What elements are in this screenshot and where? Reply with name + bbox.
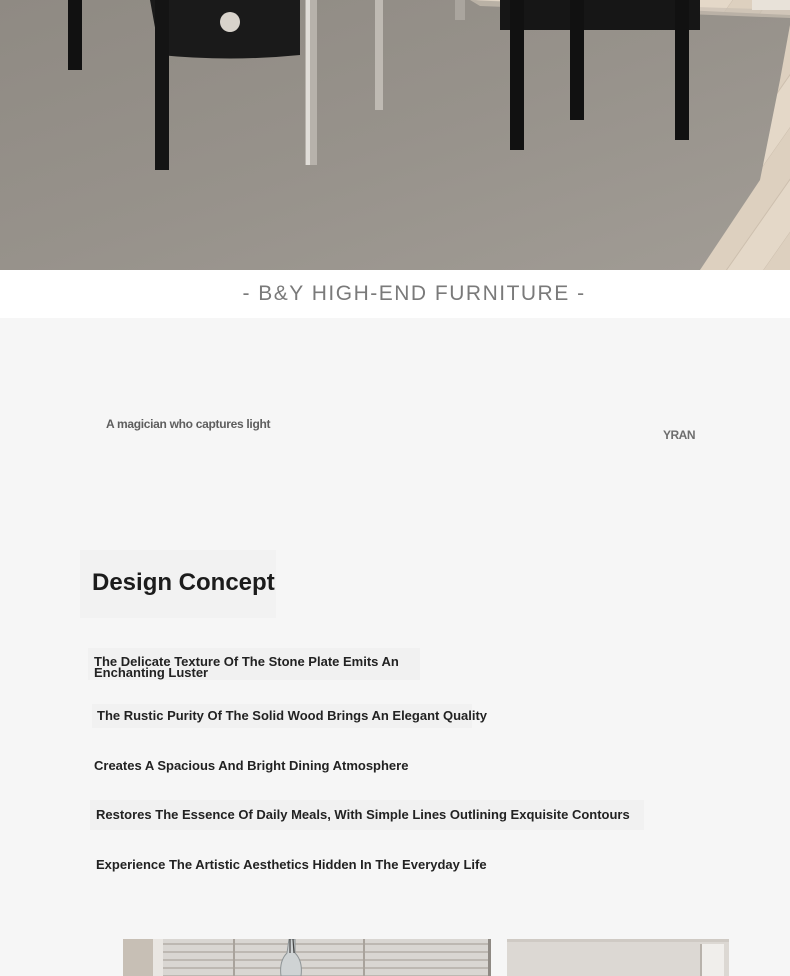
concept-line-2: The Rustic Purity Of The Solid Wood Brings An Elegant Quality	[97, 708, 488, 723]
brand-tagline: A magician who captures light	[106, 417, 271, 431]
concept-line-5: Experience The Artistic Aesthetics Hidden In The Everyday Life	[96, 857, 487, 872]
hero-photo	[0, 0, 790, 270]
concept-heading: Design Concept	[92, 569, 275, 596]
concept-line-4: Restores The Essence Of Daily Meals, With Simple Lines Outlining Exquisite Contours	[96, 807, 630, 822]
room-wall-illustration	[507, 939, 729, 976]
interior-photo-left	[123, 939, 491, 976]
brand-short-name: YRAN	[663, 428, 696, 442]
blinds-vase-illustration	[123, 939, 491, 976]
interior-photo-right	[507, 939, 729, 976]
concept-line-1: The Delicate Texture Of The Stone Plate Emits An Enchanting Luster	[94, 654, 399, 680]
brand-title: - B&Y HIGH-END FURNITURE -	[242, 282, 586, 305]
brand-banner	[0, 270, 790, 318]
concept-line-3: Creates A Spacious And Bright Dining Atmosphere	[94, 758, 409, 773]
dining-room-illustration	[0, 0, 790, 270]
